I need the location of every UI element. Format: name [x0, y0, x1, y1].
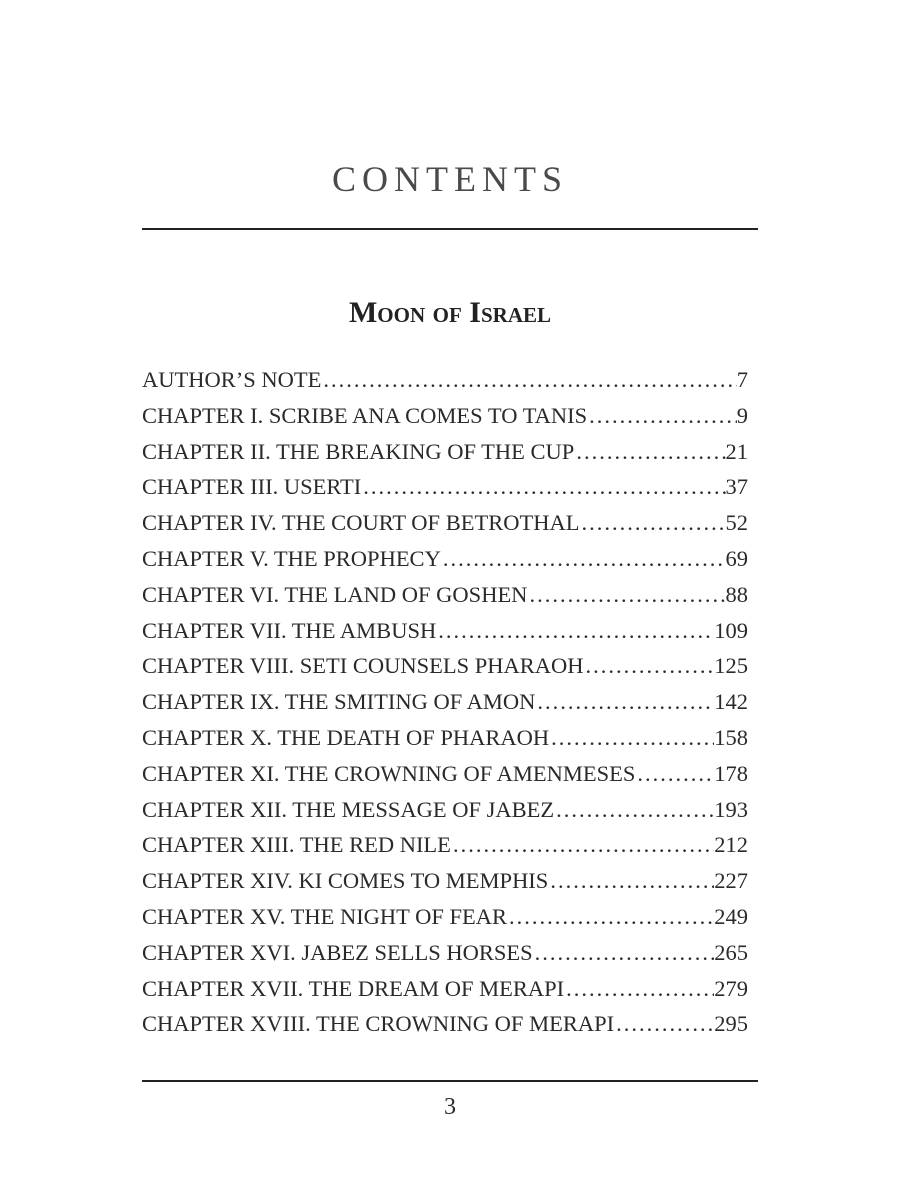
toc-entry-page: 158 [714, 724, 748, 750]
toc-entry[interactable] [142, 792, 748, 828]
toc-entry-page: 212 [714, 832, 748, 858]
toc-leader-dots [436, 613, 714, 649]
toc-entry-page: 295 [714, 1011, 748, 1037]
toc-entry-label: CHAPTER VII. THE AMBUSH [142, 617, 437, 643]
toc-entry[interactable] [142, 362, 748, 398]
toc-entry-label: CHAPTER XII. THE MESSAGE OF JABEZ [142, 796, 555, 822]
toc-entry[interactable] [142, 613, 748, 649]
toc-entry-page: 9 [736, 402, 748, 428]
toc-entry-page: 21 [725, 438, 748, 464]
toc-entry-label: CHAPTER XV. THE NIGHT OF FEAR [142, 903, 508, 929]
toc-entry[interactable] [142, 577, 748, 613]
toc-entry[interactable] [142, 1006, 748, 1042]
toc-leader-dots [635, 756, 714, 792]
toc-leader-dots [527, 577, 725, 613]
toc-leader-dots [441, 541, 726, 577]
toc-leader-dots [549, 720, 714, 756]
toc-entry-label: CHAPTER XVIII. THE CROWNING OF MERAPI [142, 1011, 615, 1037]
toc-entry[interactable] [142, 684, 748, 720]
toc-leader-dots [587, 398, 737, 434]
table-of-contents [142, 362, 748, 1042]
toc-leader-dots [533, 935, 715, 971]
toc-leader-dots [574, 434, 725, 470]
toc-leader-dots [535, 684, 714, 720]
toc-entry-page: 249 [714, 903, 748, 929]
toc-entry[interactable] [142, 935, 748, 971]
toc-entry-page: 142 [714, 689, 748, 715]
toc-entry-label: CHAPTER V. THE PROPHECY [142, 545, 441, 571]
toc-entry-page: 279 [714, 975, 748, 1001]
toc-entry[interactable] [142, 899, 748, 935]
toc-entry-label: CHAPTER I. SCRIBE ANA COMES TO TANIS [142, 402, 588, 428]
toc-entry[interactable] [142, 469, 748, 505]
toc-entry-label: CHAPTER VIII. SETI COUNSELS PHARAOH [142, 653, 584, 679]
toc-leader-dots [507, 899, 714, 935]
toc-entry-label: CHAPTER IX. THE SMITING OF AMON [142, 689, 536, 715]
toc-entry-page: 7 [736, 367, 748, 392]
toc-leader-dots [361, 469, 725, 505]
page-number: 3 [444, 1094, 456, 1120]
toc-leader-dots [548, 863, 714, 899]
toc-entry-label: CHAPTER XVII. THE DREAM OF MERAPI [142, 975, 565, 1001]
toc-entry[interactable] [142, 505, 748, 541]
toc-leader-dots [554, 792, 714, 828]
toc-entry-page: 109 [714, 617, 748, 643]
toc-entry-page: 265 [714, 939, 748, 965]
bottom-divider [142, 1080, 758, 1082]
toc-entry[interactable] [142, 720, 748, 756]
toc-leader-dots [321, 362, 736, 398]
toc-leader-dots [584, 648, 715, 684]
toc-entry[interactable] [142, 756, 748, 792]
top-divider [142, 228, 758, 230]
toc-entry-label: AUTHOR’S NOTE [142, 367, 322, 392]
toc-entry-page: 193 [714, 796, 748, 822]
toc-entry-page: 227 [714, 868, 748, 894]
toc-entry[interactable] [142, 541, 748, 577]
toc-entry[interactable] [142, 827, 748, 863]
toc-entry-page: 88 [725, 581, 748, 607]
toc-leader-dots [614, 1006, 714, 1042]
toc-entry[interactable] [142, 434, 748, 470]
toc-entry-label: CHAPTER III. USERTI [142, 474, 362, 500]
toc-entry-label: CHAPTER VI. THE LAND OF GOSHEN [142, 581, 528, 607]
toc-leader-dots [579, 505, 725, 541]
toc-entry-page: 125 [714, 653, 748, 679]
toc-entry[interactable] [142, 971, 748, 1007]
toc-leader-dots [451, 827, 714, 863]
toc-entry-page: 37 [725, 474, 748, 500]
toc-entry[interactable] [142, 398, 748, 434]
toc-entry-page: 52 [725, 510, 748, 536]
toc-entry-label: CHAPTER IV. THE COURT OF BETROTHAL [142, 510, 580, 536]
toc-entry[interactable] [142, 648, 748, 684]
toc-entry[interactable] [142, 863, 748, 899]
book-title: Moon of Israel [348, 296, 551, 329]
toc-entry-page: 178 [714, 760, 748, 786]
toc-leader-dots [564, 971, 714, 1007]
toc-entry-label: CHAPTER XIV. KI COMES TO MEMPHIS [142, 868, 549, 894]
toc-entry-label: CHAPTER XI. THE CROWNING OF AMENMESES [142, 760, 636, 786]
toc-entry-label: CHAPTER XVI. JABEZ SELLS HORSES [142, 939, 533, 965]
contents-heading: CONTENTS [332, 159, 568, 199]
toc-entry-page: 69 [725, 545, 748, 571]
toc-entry-label: CHAPTER XIII. THE RED NILE [142, 832, 451, 858]
toc-entry-label: CHAPTER X. THE DEATH OF PHARAOH [142, 724, 550, 750]
toc-entry-label: CHAPTER II. THE BREAKING OF THE CUP [142, 438, 575, 464]
